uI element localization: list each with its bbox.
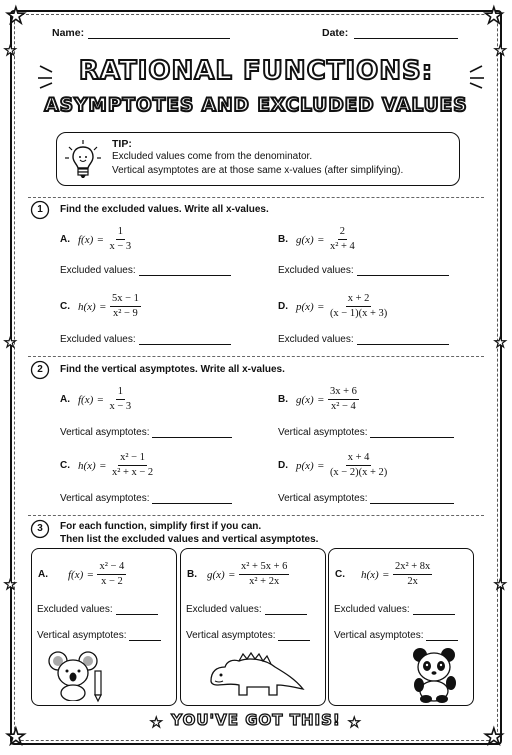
card-c-excluded[interactable]: Excluded values: [334,604,455,615]
s1-item-d: D. p(x) = $\frac{x + 2}{(x - 1)(x + 3)}$ [278,293,388,319]
star-icon: ★ [4,335,17,351]
s2-item-a: A. f(x) = $\frac{1}{x - 3}$ [60,386,132,412]
s1-item-c: C. h(x) = $\frac{5x - 1}{\text{x² − 9}}$ [60,293,139,319]
pencil-icon [92,669,104,703]
tip-label: TIP: [112,138,132,150]
s1-answer-a[interactable]: Excluded values: [60,265,231,276]
card-b-excluded[interactable]: Excluded values: [186,604,307,615]
s1-answer-b[interactable]: Excluded values: [278,265,449,276]
lightbulb-icon [65,139,101,181]
star-icon: ★ [494,43,507,59]
card-a-excluded[interactable]: Excluded values: [37,604,158,615]
section-3-instruction-2: Then list the excluded values and vertical asymptotes. [60,534,319,545]
s2-item-c: C. h(x) = $\frac{\text{x² − 1}}{\text{x² + x − 2}}$ [60,452,154,478]
s2-item-b: B. g(x) = $\frac{3x + 6}{\text{x² − 4}}$ [278,386,357,412]
section-1-instruction: Find the excluded values. Write all x-values. [60,204,269,215]
s1-answer-d[interactable]: Excluded values: [278,334,449,345]
star-icon: ★ [4,43,17,59]
tip-box [56,132,460,186]
name-field[interactable] [88,38,230,39]
star-icon: ★ [494,335,507,351]
section-2-instruction: Find the vertical asymptotes. Write all x-values. [60,364,285,375]
tip-line-1: Excluded values come from the denominator. [112,151,313,162]
star-icon: ★ [494,577,507,593]
card-a-function: f(x) = $\frac{\text{x² − 4}}{x - 2}$ [68,561,125,587]
star-icon: ★ [150,715,163,731]
card-a: A. f(x) = $\frac{\text{x² − 4}}{x - 2}$ Excluded values: Vertical asymptotes: [31,548,177,706]
s2-item-d: D. p(x) = $\frac{x + 4}{(x - 2)(x + 2)}$ [278,452,388,478]
card-b-function: g(x) = $\frac{\text{x² + 5x + 6}}{\text{x² + 2x}}$ [207,561,288,587]
star-icon: ★ [4,577,17,593]
section-divider [28,515,484,516]
section-1-badge: 1 [30,200,50,220]
section-divider [28,197,484,198]
star-icon: ★ [348,715,361,731]
s1-item-a: A. f(x) = $\frac{1}{x - 3}$ [60,226,132,252]
date-label: Date: [322,27,349,39]
star-icon: ★ [6,725,26,750]
card-c: C. h(x) = $\frac{\text{2x² + 8x}}{2x}$ Excluded values: Vertical asymptotes: [328,548,474,706]
date-field[interactable] [354,38,458,39]
section-3-instruction-1: For each function, simplify first if you can. [60,521,262,532]
name-label: Name: [52,27,85,39]
panda-illustration [407,645,463,703]
star-icon: ★ [484,4,504,29]
s1-answer-c[interactable]: Excluded values: [60,334,231,345]
star-icon: ★ [6,4,26,29]
dinosaur-illustration [203,649,307,701]
koala-illustration [48,647,98,701]
page-subtitle: ASYMPTOTES AND EXCLUDED VALUES [44,95,468,116]
encouragement-banner: YOU'VE GOT THIS! [171,711,341,729]
section-3-badge: 3 [30,519,50,539]
section-divider [28,356,484,357]
card-c-function: h(x) = $\frac{\text{2x² + 8x}}{2x}$ [361,561,431,587]
star-icon: ★ [484,725,504,750]
section-2-badge: 2 [30,360,50,380]
page-title: RATIONAL FUNCTIONS: [78,56,434,86]
s2-answer-c[interactable]: Vertical asymptotes: [60,493,232,504]
s1-item-b: B. g(x) = $\frac{2}{\text{x² + 4}}$ [278,226,355,252]
s2-answer-b[interactable]: Vertical asymptotes: [278,427,454,438]
s2-answer-a[interactable]: Vertical asymptotes: [60,427,232,438]
card-a-asymptotes[interactable]: Vertical asymptotes: [37,630,161,641]
card-c-asymptotes[interactable]: Vertical asymptotes: [334,630,458,641]
card-b: B. g(x) = $\frac{\text{x² + 5x + 6}}{\text{x² + 2x}}$ Excluded values: Vertical asymptotes: [180,548,326,706]
tip-line-2: Vertical asymptotes are at those same x-values (after simplifying). [112,165,404,176]
card-b-asymptotes[interactable]: Vertical asymptotes: [186,630,310,641]
s2-answer-d[interactable]: Vertical asymptotes: [278,493,454,504]
